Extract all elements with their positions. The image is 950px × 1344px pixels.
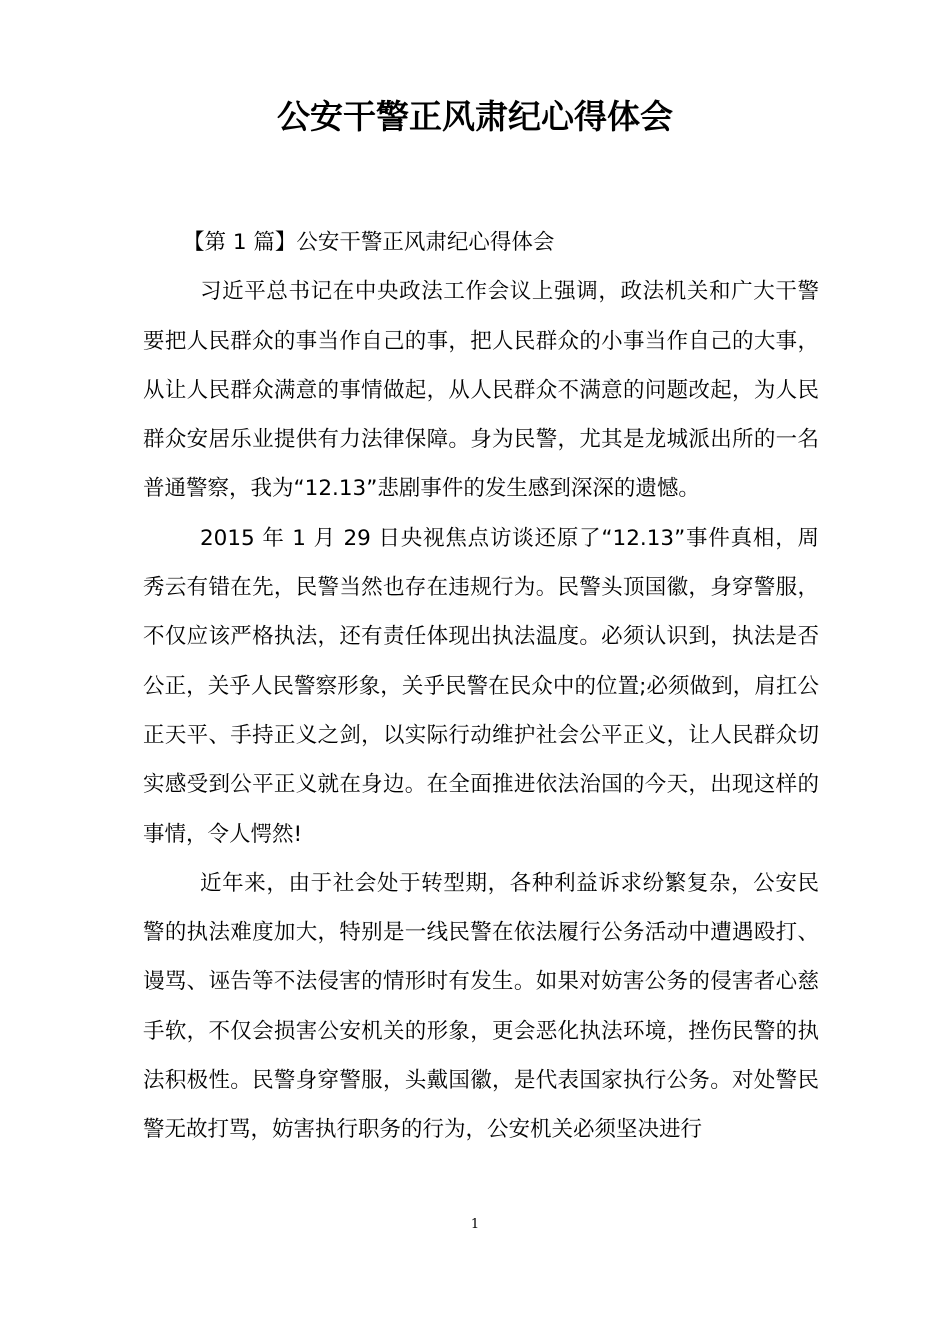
body-paragraph-3: 近年来，由于社会处于转型期，各种利益诉求纷繁复杂，公安民警的执法难度加大，特别是一线民警在依法履行公务活动中遭遇殴打、谩骂、诬告等不法侵害的情形时有发生。如果对妨害公务的侵害者心慈手软，不仅会损害公安机关的形象，更会恶化执法环境，挫伤民警的执法积极性。民警身穿警服，头戴国徽，是代表国家执行公务。对处警民警无故打骂，妨害执行职务的行为，公安机关必须坚决进行 — [143, 870, 819, 1143]
body-paragraph-2: 2015 年 1 月 29 日央视焦点访谈还原了“12.13”事件真相，周秀云有错在先，民警当然也存在违规行为。民警头顶国徽，身穿警服，不仅应该严格执法，还有责任体现出执法温度。必须认识到，执法是否公正，关乎人民警察形象，关乎民警在民众中的位置;必须做到，肩扛公正天平、手持正义之剑，以实际行动维护社会公平正义，让人民群众切实感受到公平正义就在身边。在全面推进依法治国的今天，出现这样的事情，令人愕然! — [143, 525, 819, 847]
page-number: 1 — [470, 1217, 480, 1232]
document-body — [143, 218, 819, 1155]
body-paragraph-1: 习近平总书记在中央政法工作会议上强调，政法机关和广大干警要把人民群众的事当作自己的事，把人民群众的小事当作自己的大事，从让人民群众满意的事情做起，从人民群众不满意的问题改起，为人民群众安居乐业提供有力法律保障。身为民警，尤其是龙城派出所的一名普通警察，我为“12.13”悲剧事件的发生感到深深的遗憾。 — [143, 279, 819, 502]
document-title: 公安干警正风肃纪心得体会 — [277, 97, 673, 136]
part-heading: 【第 1 篇】公安干警正风肃纪心得体会 — [183, 230, 555, 255]
